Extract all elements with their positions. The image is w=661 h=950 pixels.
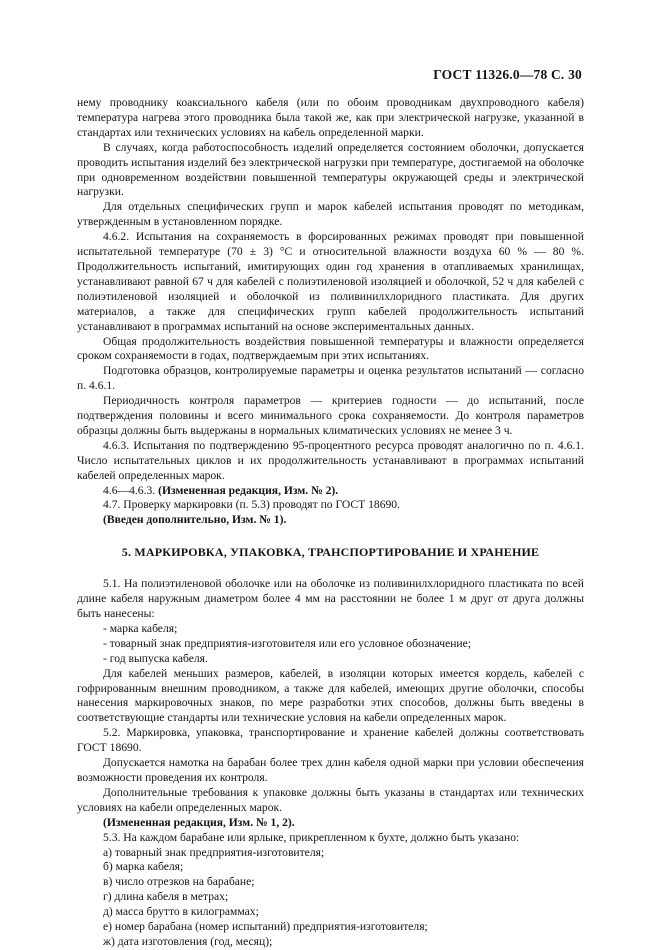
list-item: ж) дата изготовления (год, месяц); <box>103 934 273 948</box>
list-item: - год выпуска кабеля. <box>103 651 208 665</box>
paragraph: 4.6.3. Испытания по подтверждению 95-процентного ресурса проводят аналогично по п. 4.6.1. Число испытательных циклов и их продолжительность устанавливают в программах испытаний кабелей определенных марок. <box>77 438 584 482</box>
paragraph: Периодичность контроля параметров — критериев годности — до испытаний, после подтверждения половины и всего минимального срока сохраняемости. До контроля параметров образцы должны быть выдержаны в нормальных климатических условиях не менее 3 ч. <box>77 394 584 437</box>
paragraph: Для кабелей меньших размеров, кабелей, в изоляции которых имеется кордель, кабелей с гофрированным внешним проводником, а также для кабелей, имеющих другие оболочки, способы нанесения маркировочных знаков, по мере разработки этих способов, должны быть введены в соответствующие стандарты или технические условия на кабели определенных марок. <box>77 666 584 725</box>
list-item: г) длина кабеля в метрах; <box>103 890 229 904</box>
paragraph: 5.2. Маркировка, упаковка, транспортирование и хранение кабелей должны соответствовать ГОСТ 18690. <box>77 726 584 755</box>
amendment-text: (Измененная редакция, Изм. № 2). <box>158 483 339 497</box>
document-body <box>77 96 584 950</box>
amendment-prefix: 4.6—4.6.3. <box>103 483 159 497</box>
paragraph: 5.1. На полиэтиленовой оболочке или на оболочке из поливинилхлоридного пластиката по всей длине кабеля наружным диаметром более 4 мм на расстоянии не более 1 м друг от друга должны быть нанесены: <box>77 577 584 620</box>
list-item: б) марка кабеля; <box>103 860 184 874</box>
list-item: е) номер барабана (номер испытаний) предприятия-изготовителя; <box>103 920 428 934</box>
paragraph: Общая продолжительность воздействия повышенной температуры и влажности определяется сроком сохраняемости в годах, подтверждаемым при этих испытаниях. <box>77 334 584 363</box>
list-item: - марка кабеля; <box>103 621 178 635</box>
paragraph: Дополнительные требования к упаковке должны быть указаны в стандартах или технических условиях на кабели определенных марок. <box>77 785 584 814</box>
paragraph: 4.7. Проверку маркировки (п. 5.3) проводят по ГОСТ 18690. <box>103 498 400 512</box>
list-item: в) число отрезков на барабане; <box>103 875 255 889</box>
paragraph: Допускается намотка на барабан более трех длин кабеля одной марки при условии обеспечения возможности проведения их контроля. <box>77 756 584 784</box>
paragraph: 4.6.2. Испытания на сохраняемость в форсированных режимах проводят при повышенной испытательной температуре (70 ± 3) °С и относительной влажности воздуха 60 % — 80 %. Продолжительность испытаний, имитирующих один год хранения в отапливаемых хранилищах, устанавливают равной 67 ч для кабелей с полиэтиленовой изоляцией и оболочкой, 52 ч для кабелей с полиэтиленовой изоляцией и оболочкой из поливинилхлоридного пластиката. Для других материалов, а также для специфических групп кабелей продолжительность испытаний устанавливают в программах испытаний на основе экспериментальных данных. <box>77 230 584 333</box>
list-item: д) масса брутто в килограммах; <box>103 905 259 919</box>
list-item: - товарный знак предприятия-изготовителя или его условное обозначение; <box>103 636 471 650</box>
amendment-note: (Измененная редакция, Изм. № 1, 2). <box>103 815 295 829</box>
paragraph: 5.3. На каждом барабане или ярлыке, прикрепленном к бухте, должно быть указано: <box>103 830 520 844</box>
paragraph: Для отдельных специфических групп и марок кабелей испытания проводят по методикам, утвержденным в установленном порядке. <box>77 200 584 229</box>
paragraph: нему проводнику коаксиального кабеля (или по обоим проводникам двухпроводного кабеля) температура нагрева этого проводника была такой же, как при электрической нагрузке, указанной в стандартах или технических условиях на кабель определенной марки. <box>77 96 584 139</box>
amendment-note <box>77 484 584 499</box>
list-item: а) товарный знак предприятия-изготовителя; <box>103 845 325 859</box>
paragraph: В случаях, когда работоспособность изделий определяется состоянием оболочки, допускается проводить испытания изделий без электрической нагрузки при температуре, достигаемой на оболочке при одновременном воздействии повышенной температуры окружающей среды и электрической нагрузки. <box>77 140 584 199</box>
amendment-note: (Введен дополнительно, Изм. № 1). <box>103 513 287 527</box>
section-heading: 5. МАРКИРОВКА, УПАКОВКА, ТРАНСПОРТИРОВАНИЕ И ХРАНЕНИЕ <box>121 545 540 560</box>
paragraph: Подготовка образцов, контролируемые параметры и оценка результатов испытаний — согласно п. 4.6.1. <box>77 364 584 393</box>
page-header: ГОСТ 11326.0—78 С. 30 <box>433 67 582 82</box>
